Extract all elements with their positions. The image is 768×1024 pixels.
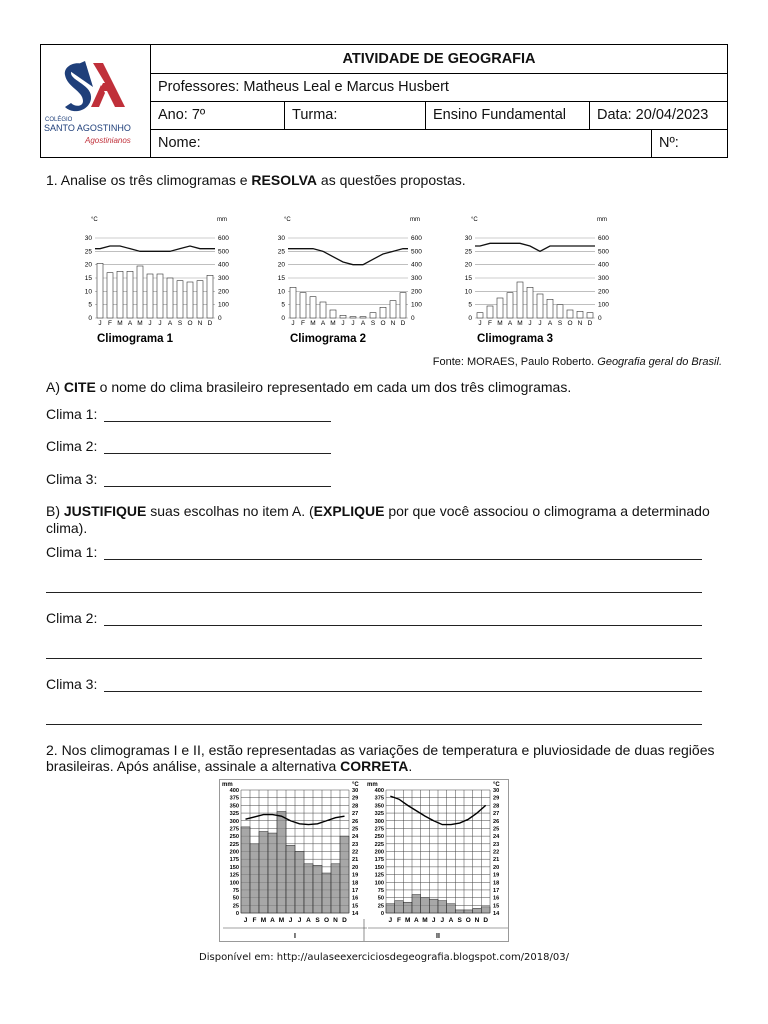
month-label: J [388,917,393,924]
header-row-info [151,101,727,130]
temperature-line [95,246,215,251]
temp-tick-label: 27 [352,811,359,818]
rain-tick-label: 300 [374,818,384,825]
rain-bar [286,845,295,913]
month-label: M [404,917,411,924]
month-label: O [323,917,330,924]
month-label: J [431,917,436,924]
rain-bar [97,263,103,318]
temp-tick-label: 17 [352,887,359,894]
grade-field: Ano: 7º [158,107,206,123]
temp-tick-label: 0 [468,315,472,322]
temp-tick-label: 25 [277,248,285,256]
rain-tick-label: 500 [411,248,422,256]
rain-tick-label: 100 [598,301,609,309]
rain-bar [455,910,464,913]
month-label: J [478,320,482,327]
temp-tick-label: 23 [352,841,359,848]
rain-tick-label: 100 [218,301,229,309]
temp-tick-label: 26 [352,818,359,825]
rain-tick-label: 200 [374,849,384,856]
rain-tick-label: 600 [218,235,229,242]
temp-tick-label: 20 [277,261,285,269]
rain-tick-label: 0 [380,911,384,917]
answer-b2-label: Clima 2: [46,610,98,626]
temp-tick-label: 0 [88,315,92,322]
temp-tick-label: 19 [493,872,500,879]
rain-tick-label: 325 [229,811,239,818]
temp-tick-label: 22 [352,849,359,856]
rain-tick-label: 250 [229,834,239,841]
rain-tick-label: 250 [374,834,384,841]
source-url: Disponível em: http://aulaseexerciciosdegeografia.blogspot.com/2018/03/ [199,952,569,963]
temp-tick-label: 15 [493,903,500,910]
rain-unit-label: mm [597,217,607,223]
school-logo [41,45,151,157]
rain-bar [497,298,503,318]
answer-a2-line[interactable] [104,453,331,454]
rain-bar [241,827,250,913]
month-label: D [400,320,406,327]
month-label: A [360,320,366,327]
teachers-label: Professores: Matheus Leal e Marcus Husbert [158,79,449,95]
rain-tick-label: 200 [411,288,422,296]
temp-tick-label: 20 [464,261,472,269]
rain-bar [429,899,438,913]
temp-tick-label: 21 [493,857,500,864]
rain-bar [390,301,396,318]
temp-tick-label: 24 [493,834,500,841]
panel-label: I [294,933,296,940]
month-label: O [567,320,573,327]
temp-tick-label: 22 [493,849,500,856]
rain-bar [177,281,183,318]
month-label: A [270,917,275,924]
temp-tick-label: 26 [493,818,500,825]
question-2-line1: 2. Nos climogramas I e II, estão representadas as variações de temperatura e pluviosidade de duas regiões [46,742,715,758]
rain-bar [557,305,563,318]
answer-b1-line-2[interactable] [46,592,702,593]
level-field: Ensino Fundamental [425,101,589,129]
rain-tick-label: 300 [411,275,422,282]
source-note: Fonte: MORAES, Paulo Roberto. Geografia geral do Brasil. [432,356,722,368]
rain-tick-label: 75 [232,887,239,894]
rain-bar [187,282,193,318]
rain-unit-label: mm [222,782,233,788]
temp-tick-label: 15 [84,275,92,282]
rain-bar [310,297,316,318]
month-label: M [422,917,428,924]
rain-tick-label: 400 [229,788,239,794]
month-label: O [187,320,193,327]
rain-bar [259,832,268,913]
rain-tick-label: 600 [411,235,422,242]
answer-b3-line-1[interactable] [104,691,702,692]
month-label: N [333,917,338,924]
month-label: S [457,917,462,924]
rain-bar [473,908,482,913]
rain-bar [340,315,346,318]
month-label: D [207,320,213,327]
rain-tick-label: 350 [229,803,239,810]
rain-bar [447,904,456,913]
temp-tick-label: 20 [493,864,500,871]
rain-tick-label: 500 [218,248,229,256]
climogram-1 [85,217,229,345]
month-label: M [517,320,523,327]
answer-a1-label: Clima 1: [46,406,98,422]
month-label: J [538,320,542,327]
month-label: F [108,320,112,327]
month-label: A [547,320,553,327]
rain-bar [117,271,123,318]
rain-bar [107,273,113,318]
svg-text:COLÉGIO: COLÉGIO [45,117,73,123]
rain-tick-label: 50 [232,895,239,902]
temp-tick-label: 25 [464,248,472,256]
rain-bar [290,287,296,318]
rain-tick-label: 300 [598,275,609,282]
month-label: N [474,917,480,924]
rain-tick-label: 200 [598,288,609,296]
rain-tick-label: 125 [374,872,384,879]
rain-bar [147,274,153,318]
rain-tick-label: 125 [229,872,239,879]
month-label: A [320,320,326,327]
month-label: J [528,320,532,327]
rain-tick-label: 100 [374,880,384,887]
temp-tick-label: 14 [493,911,500,917]
rain-tick-label: 375 [229,795,239,802]
month-label: J [440,917,445,924]
rain-bar [507,293,513,318]
rain-bar [380,307,386,318]
rain-tick-label: 275 [374,826,384,833]
rain-tick-label: 400 [374,788,384,794]
temp-unit-label: °C [91,217,98,223]
rain-tick-label: 100 [411,301,422,309]
rain-tick-label: 150 [229,864,239,871]
rain-tick-label: 300 [218,275,229,282]
month-label: M [260,917,267,924]
rain-bar [250,844,259,913]
temp-tick-label: 30 [84,235,92,242]
temp-tick-label: 28 [352,803,359,810]
rain-bar [331,864,340,913]
rain-tick-label: 75 [377,887,384,894]
rain-bar [477,313,483,318]
temp-tick-label: 0 [281,315,285,322]
temp-tick-label: 24 [352,834,359,841]
month-label: S [315,917,320,924]
svg-text:SANTO AGOSTINHO: SANTO AGOSTINHO [44,123,131,133]
rain-tick-label: 0 [218,315,222,322]
page-title: ATIVIDADE DE GEOGRAFIA [342,51,536,67]
month-label: N [197,320,203,327]
svg-text:Agostinianos: Agostinianos [85,136,131,145]
month-label: N [390,320,396,327]
temp-tick-label: 16 [493,895,500,902]
temp-tick-label: 29 [493,795,500,802]
rain-tick-label: 0 [235,911,239,917]
rain-bar [340,836,349,913]
climograms-i-ii-figure [219,779,509,942]
rain-bar [313,865,322,913]
rain-bar [481,907,490,913]
rain-bar [277,812,286,913]
temp-tick-label: 25 [84,248,92,256]
temp-tick-label: 5 [468,301,472,309]
temp-tick-label: 30 [493,788,500,794]
answer-b3-label: Clima 3: [46,676,98,692]
answer-b1-label: Clima 1: [46,544,98,560]
month-label: M [278,917,285,924]
rain-unit-label: mm [410,217,420,223]
month-label: F [301,320,305,327]
month-label: F [397,917,401,924]
rain-tick-label: 275 [229,826,239,833]
rain-bar [167,278,173,318]
rain-bar [400,293,406,318]
temp-tick-label: 21 [352,857,359,864]
rain-bar [567,310,573,318]
climogram-title: Climograma 3 [477,333,554,345]
month-label: D [483,917,489,924]
rain-unit-label: mm [367,782,378,788]
rain-bar [197,281,203,318]
answer-a1-line[interactable] [104,421,331,422]
climogram-2 [278,217,422,345]
month-label: J [98,320,102,327]
rain-bar [322,873,331,913]
temp-unit-label: °C [471,217,478,223]
rain-bar [527,287,533,318]
header-row-title [151,45,727,74]
temp-tick-label: 15 [464,275,472,282]
temp-tick-label: 30 [464,235,472,242]
temp-tick-label: 30 [277,235,285,242]
answer-b3-line-2[interactable] [46,724,702,725]
rain-bar [395,901,404,913]
month-label: M [137,320,143,327]
question-b-line2: clima). [46,520,88,536]
temp-tick-label: 18 [352,880,359,887]
answer-a3-line[interactable] [104,486,331,487]
header-row-teachers [151,73,727,102]
temp-tick-label: 20 [84,261,92,269]
rain-bar [438,901,447,913]
month-label: N [577,320,583,327]
month-label: J [341,320,345,327]
rain-tick-label: 175 [374,857,384,864]
rain-bar [207,275,213,318]
temp-tick-label: 30 [352,788,359,794]
temp-tick-label: 29 [352,795,359,802]
header-row-name [151,129,727,157]
rain-bar [587,313,593,318]
rain-tick-label: 200 [218,288,229,296]
month-label: J [148,320,152,327]
rain-bar [517,282,523,318]
temp-tick-label: 23 [493,841,500,848]
question-1-intro: 1. Analise os três climogramas e RESOLVA as questões propostas. [46,172,466,188]
month-label: S [177,320,183,327]
month-label: J [288,917,293,924]
rain-tick-label: 150 [374,864,384,871]
rain-tick-label: 25 [232,903,239,910]
rain-tick-label: 400 [411,261,422,269]
temp-unit-label: °C [493,782,500,788]
temp-tick-label: 18 [493,880,500,887]
answer-a2-label: Clima 2: [46,438,98,454]
rain-tick-label: 200 [229,849,239,856]
temp-unit-label: °C [284,217,291,223]
number-field: Nº: [651,129,727,157]
rain-bar [300,293,306,318]
rain-tick-label: 50 [377,895,384,902]
answer-b2-line-1[interactable] [104,625,702,626]
rain-bar [127,271,133,318]
month-label: A [507,320,513,327]
answer-b1-line-1[interactable] [104,559,702,560]
temp-tick-label: 10 [84,288,92,296]
class-field: Turma: [284,101,425,129]
rain-tick-label: 325 [374,811,384,818]
temp-tick-label: 17 [493,887,500,894]
month-label: M [117,320,123,327]
temp-tick-label: 5 [281,301,285,309]
month-label: A [127,320,133,327]
panel-label: II [436,933,440,940]
temp-tick-label: 25 [493,826,500,833]
rain-tick-label: 400 [218,261,229,269]
rain-bar [268,833,277,913]
date-field: Data: 20/04/2023 [589,101,727,129]
rain-bar [304,864,313,913]
rain-tick-label: 175 [229,857,239,864]
rain-bar [370,313,376,318]
rain-tick-label: 225 [229,841,239,848]
climograms-figure [0,210,768,360]
month-label: O [465,917,471,924]
rain-tick-label: 300 [229,818,239,825]
rain-tick-label: 375 [374,795,384,802]
temp-tick-label: 15 [277,275,285,282]
rain-bar [412,895,421,913]
month-label: M [310,320,316,327]
month-label: J [351,320,355,327]
temp-tick-label: 25 [352,826,359,833]
rain-bar [464,910,473,913]
rain-bar [360,317,366,318]
rain-bar [577,311,583,318]
month-label: A [306,917,311,924]
temp-tick-label: 15 [352,903,359,910]
name-field: Nome: [158,135,201,151]
rain-tick-label: 100 [229,880,239,887]
question-a: A) CITE o nome do clima brasileiro representado em cada um dos três climogramas. [46,379,572,395]
temp-unit-label: °C [352,782,359,788]
header-table [40,44,728,158]
temp-tick-label: 10 [277,288,285,296]
rain-bar [386,904,395,913]
rain-tick-label: 0 [411,315,415,322]
month-label: J [158,320,162,327]
rain-bar [137,266,143,318]
month-label: O [380,320,386,327]
month-label: D [587,320,593,327]
rain-bar [330,310,336,318]
month-label: J [291,320,295,327]
answer-a3-label: Clima 3: [46,471,98,487]
rain-bar [421,898,430,913]
rain-tick-label: 25 [377,903,384,910]
month-label: A [167,320,173,327]
rain-tick-label: 350 [374,803,384,810]
month-label: J [297,917,302,924]
climogram-title: Climograma 2 [290,333,367,345]
rain-unit-label: mm [217,217,227,223]
rain-bar [537,294,543,318]
rain-tick-label: 225 [374,841,384,848]
temp-tick-label: 19 [352,872,359,879]
month-label: M [330,320,336,327]
rain-tick-label: 500 [598,248,609,256]
month-label: F [488,320,492,327]
month-label: J [243,917,248,924]
rain-bar [487,306,493,318]
rain-bar [295,852,304,914]
temp-tick-label: 14 [352,911,359,917]
question-2-line2: brasileiras. Após análise, assinale a alternativa CORRETA. [46,758,413,774]
rain-bar [320,302,326,318]
rain-tick-label: 0 [598,315,602,322]
temp-tick-label: 20 [352,864,359,871]
month-label: S [557,320,563,327]
answer-b2-line-2[interactable] [46,658,702,659]
rain-bar [350,317,356,318]
temperature-line [475,243,595,251]
month-label: M [497,320,503,327]
logo-icon [41,45,150,157]
rain-tick-label: 600 [598,235,609,242]
temp-tick-label: 16 [352,895,359,902]
climogram-title: Climograma 1 [97,333,174,345]
climogram-3 [465,217,609,345]
question-b: B) JUSTIFIQUE suas escolhas no item A. (EXPLIQUE por que você associou o climograma a determinado [46,503,710,519]
rain-bar [157,274,163,318]
month-label: D [342,917,347,924]
rain-bar [403,902,412,913]
month-label: A [448,917,454,924]
month-label: S [370,320,376,327]
rain-bar [547,299,553,318]
temp-tick-label: 27 [493,811,500,818]
temp-tick-label: 10 [464,288,472,296]
temp-tick-label: 5 [88,301,92,309]
rain-tick-label: 400 [598,261,609,269]
month-label: A [413,917,419,924]
month-label: F [252,917,257,924]
temp-tick-label: 28 [493,803,500,810]
